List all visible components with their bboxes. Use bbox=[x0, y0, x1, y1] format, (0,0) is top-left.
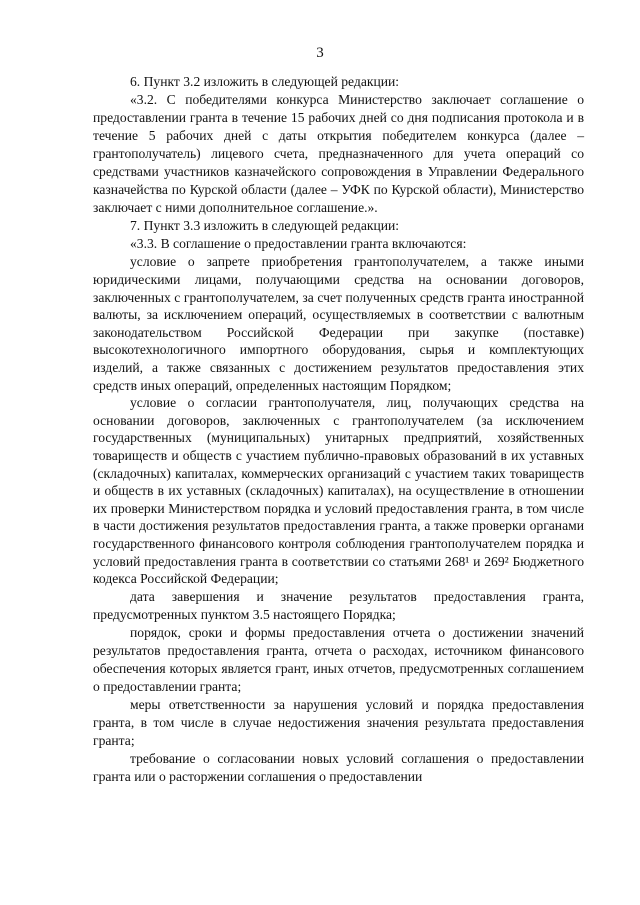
paragraph-clause-3-2: «3.2. С победителями конкурса Министерство заключает соглашение о предоставлении гранта в течение 15 рабочих дней со дня подписания протокола и в течение 5 рабочих дней с даты открытия победителем конкурса (далее – грантополучатель) лицевого счета, предназначенного для учета операций со средствами участников казначейского сопровождения в Управлении Федерального казначейства по Курской области (далее – УФК по Курской области), Министерство заключает с ними дополнительное соглашение.». bbox=[93, 92, 584, 216]
paragraph-reporting-procedure: порядок, сроки и формы предоставления отчета о достижении значений результатов предоставления гранта, отчета о расходах, источником финансового обеспечения которых является грант, иных отчетов, предусмотренных соглашением о предоставлении гранта; bbox=[93, 624, 584, 694]
paragraph-agreement-requirement: требование о согласовании новых условий соглашения о предоставлении гранта или о расторжении соглашения о предоставлении bbox=[93, 751, 584, 785]
document-body bbox=[93, 73, 584, 786]
paragraph-currency-condition: условие о запрете приобретения грантополучателем, а также иными юридическими лицами, получающими средства на основании договоров, заключенных с грантополучателем, за счет полученных средств гранта иностранной валюты, за исключением операций, осуществляемых в соответствии с валютным законодательством Российской Федерации при закупке (поставке) высокотехнологичного импортного оборудования, сырья и комплектующих изделий, а также связанных с достижением результатов предоставления этих средств иных операций, определенных настоящим Порядком; bbox=[93, 254, 584, 393]
paragraph-item-7-heading: 7. Пункт 3.3 изложить в следующей редакции: bbox=[130, 218, 400, 234]
paragraph-clause-3-3: «3.3. В соглашение о предоставлении гранта включаются: bbox=[130, 236, 467, 252]
page-number: 3 bbox=[316, 45, 324, 61]
paragraph-consent-condition: условие о согласии грантополучателя, лиц, получающих средства на основании договоров, заключенных с грантополучателем (за исключением государственных (муниципальных) унитарных предприятий, хозяйственных товариществ и обществ с участием публично-правовых образований в их уставных (складочных) капиталах, коммерческих организаций с участием таких товариществ и обществ в их уставных (складочных) капиталах), на осуществление в отношении их проверки Министерством порядка и условий предоставления гранта, в том числе в части достижения результатов предоставления гранта, а также проверки органами государственного финансового контроля соблюдения грантополучателем порядка и условий предоставления гранта в соответствии со статьями 268¹ и 269² Бюджетного кодекса Российской Федерации; bbox=[93, 395, 584, 587]
paragraph-liability-measures: меры ответственности за нарушения условий и порядка предоставления гранта, в том числе в случае недостижения значения результата предоставления гранта; bbox=[93, 697, 584, 749]
paragraph-completion-date: дата завершения и значение результатов предоставления гранта, предусмотренных пунктом 3.5 настоящего Порядка; bbox=[93, 588, 584, 622]
paragraph-item-6-heading: 6. Пункт 3.2 изложить в следующей редакции: bbox=[130, 74, 400, 89]
